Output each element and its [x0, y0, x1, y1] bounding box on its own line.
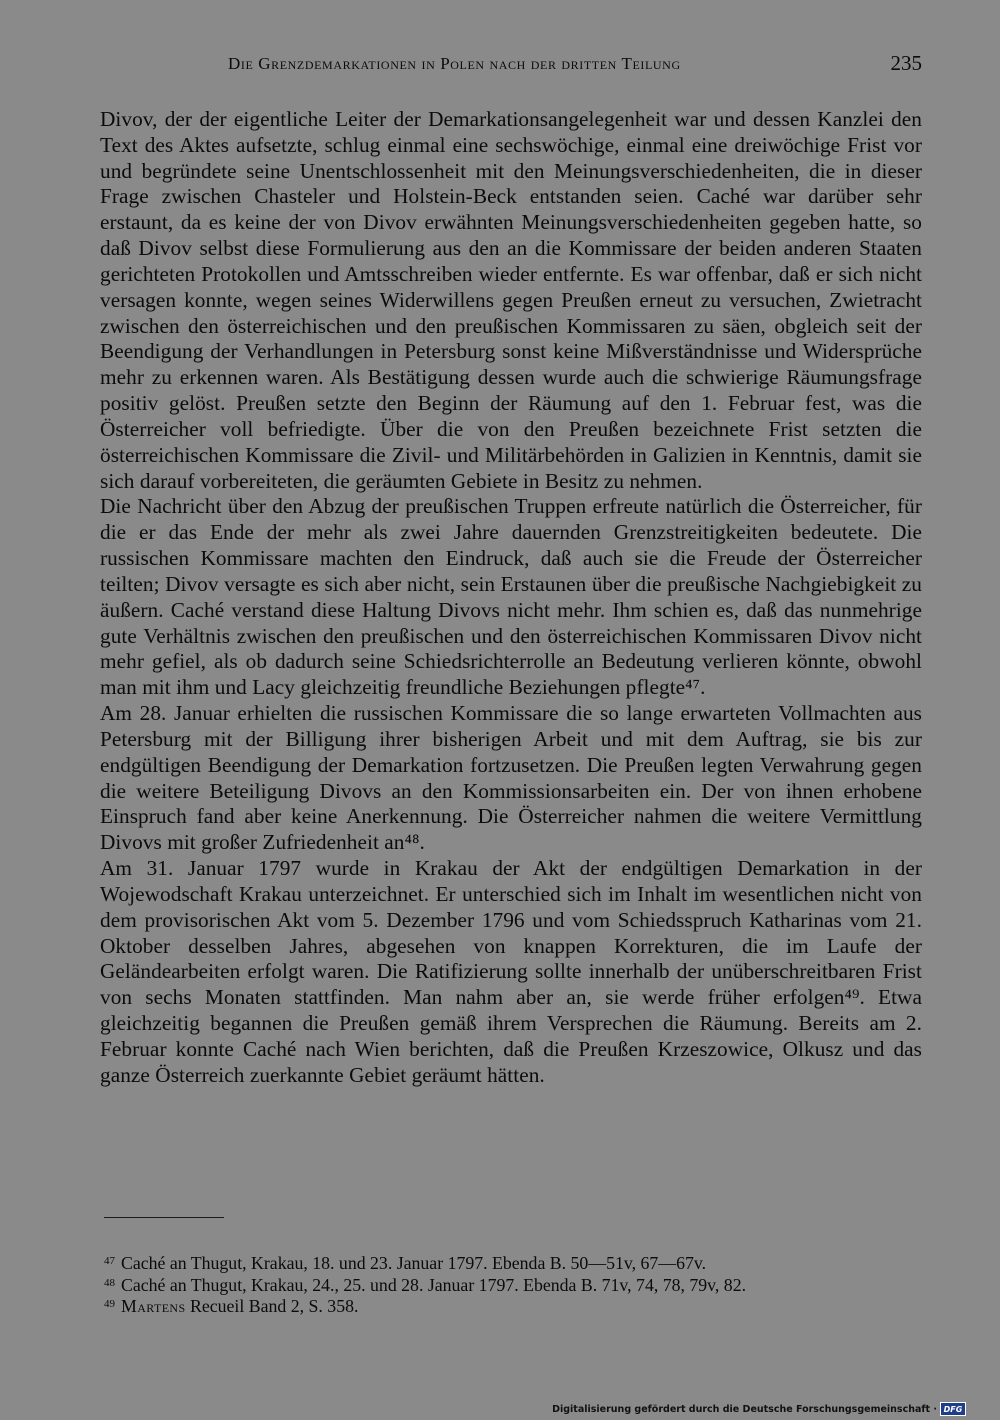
page-number: 235 — [890, 51, 922, 75]
footnote-47 — [104, 1252, 922, 1274]
footnote-number: 48 — [104, 1276, 115, 1289]
running-title: Die Grenzdemarkationen in Polen nach der dritten Teilung — [228, 54, 681, 73]
footnote-49 — [104, 1295, 922, 1317]
footnote-author: Martens — [121, 1296, 186, 1317]
footnote-text: Caché an Thugut, Krakau, 18. und 23. Januar 1797. Ebenda B. 50—51v, 67—67v. — [121, 1253, 707, 1273]
paragraph-1: Divov, der der eigentliche Leiter der Demarkationsangelegenheit war und dessen Kanzlei den Text des Aktes aufsetzte, schlug einmal eine sechswöchige, einmal eine dreiwöchige Frist vor und begründete seine Unentschlossenheit mit den Meinungsverschiedenheiten, die in dieser Frage zwischen Chasteler und Holstein-Beck entstanden seien. Caché war darüber sehr erstaunt, da es keine der von Divov erwähnten Meinungsverschiedenheiten gegeben hatte, so daß Divov selbst diese Formulierung aus den an die Kommissare der beiden anderen Staaten gerichteten Protokollen und Amtsschreiben wieder entfernte. Es war offenbar, daß er sich nicht versagen konnte, wegen seines Widerwillens gegen Preußen erneut zu versuchen, Zwietracht zwischen den österreichischen und den preußischen Kommissaren zu säen, obgleich seit der Beendigung der Verhandlungen in Petersburg sonst keine Mißverständnisse und Widersprüche mehr zu erkennen waren. Als Bestätigung dessen wurde auch die schwierige Räumungsfrage positiv gelöst. Preußen setzte den Beginn der Räumung auf den 1. Februar fest, was die Österreicher voll befriedigte. Über die von den Preußen bezeichnete Frist setzten die österreichischen Kommissare die Zivil- und Militärbehörden in Galizien in Kenntnis, damit sie sich darauf vorbereiteten, die geräumten Gebiete in Besitz zu nehmen. — [100, 107, 922, 493]
footnote-rule — [104, 1217, 224, 1218]
digitization-credit — [552, 1402, 966, 1416]
running-head — [100, 51, 922, 82]
dfg-logo-icon: DFG — [940, 1402, 966, 1416]
footnote-text: Caché an Thugut, Krakau, 24., 25. und 28. Januar 1797. Ebenda B. 71v, 74, 78, 79v, 82. — [121, 1274, 747, 1295]
footnote-text: Recueil Band 2, S. 358. — [185, 1296, 359, 1317]
paragraph-3: Am 28. Januar erhielten die russischen Kommissare die so lange erwarteten Vollmachten aus Petersburg mit der Billigung ihrer bisherigen Arbeit und mit dem Auftrag, sie bis zur endgültigen Beendigung der Demarkation fortzusetzen. Die Preußen legten Verwahrung gegen die weitere Beteiligung Divovs an den Kommissionsarbeiten ein. Der von ihnen erhobene Einspruch fand aber keine Anerkennung. Die Österreicher nahmen die weitere Vermittlung Divovs mit großer Zufriedenheit an⁴⁸. — [100, 701, 922, 855]
footnote-number: 49 — [104, 1298, 115, 1311]
paragraph-2: Die Nachricht über den Abzug der preußischen Truppen erfreute natürlich die Österreicher, für die er das Ende der mehr als zwei Jahre dauernden Grenzstreitigkeiten bedeutete. Die russischen Kommissare machten den Eindruck, daß auch sie die Freude der Österreicher teilten; Divov versagte es sich aber nicht, sein Erstaunen über die preußische Nachgiebigkeit zu äußern. Caché verstand diese Haltung Divovs nicht mehr. Ihm schien es, daß das nunmehrige gute Verhältnis zwischen den preußischen und den österreichischen Kommissaren Divov nicht mehr gefiel, als ob dadurch seine Schiedsrichterrolle an Bedeutung verlieren könnte, obwohl man mit ihm und Lacy gleichzeitig freundliche Beziehungen pflegte⁴⁷. — [100, 494, 922, 700]
credit-text: Digitalisierung gefördert durch die Deutsche Forschungsgemeinschaft · — [552, 1403, 937, 1415]
body-text — [100, 107, 922, 1088]
footnotes — [104, 1252, 922, 1317]
paragraph-4: Am 31. Januar 1797 wurde in Krakau der Akt der endgültigen Demarkation in der Wojewodschaft Krakau unterzeichnet. Er unterschied sich im Inhalt im wesentlichen nicht von dem provisorischen Akt vom 5. Dezember 1796 und vom Schiedsspruch Katharinas vom 21. Oktober desselben Jahres, abgesehen von knappen Korrekturen, die im Laufe der Geländearbeiten erfolgt waren. Die Ratifizierung sollte innerhalb der unüberschreitbaren Frist von sechs Monaten stattfinden. Man nahm aber an, sie werde früher erfolgen⁴⁹. Etwa gleichzeitig begannen die Preußen gemäß ihrem Versprechen die Räumung. Bereits am 2. Februar konnte Caché nach Wien berichten, daß die Preußen Krzeszowice, Olkusz und das ganze Österreich zuerkannte Gebiet geräumt hätten. — [100, 856, 922, 1087]
footnote-number: 47 — [104, 1255, 115, 1267]
footnote-48 — [104, 1274, 922, 1296]
